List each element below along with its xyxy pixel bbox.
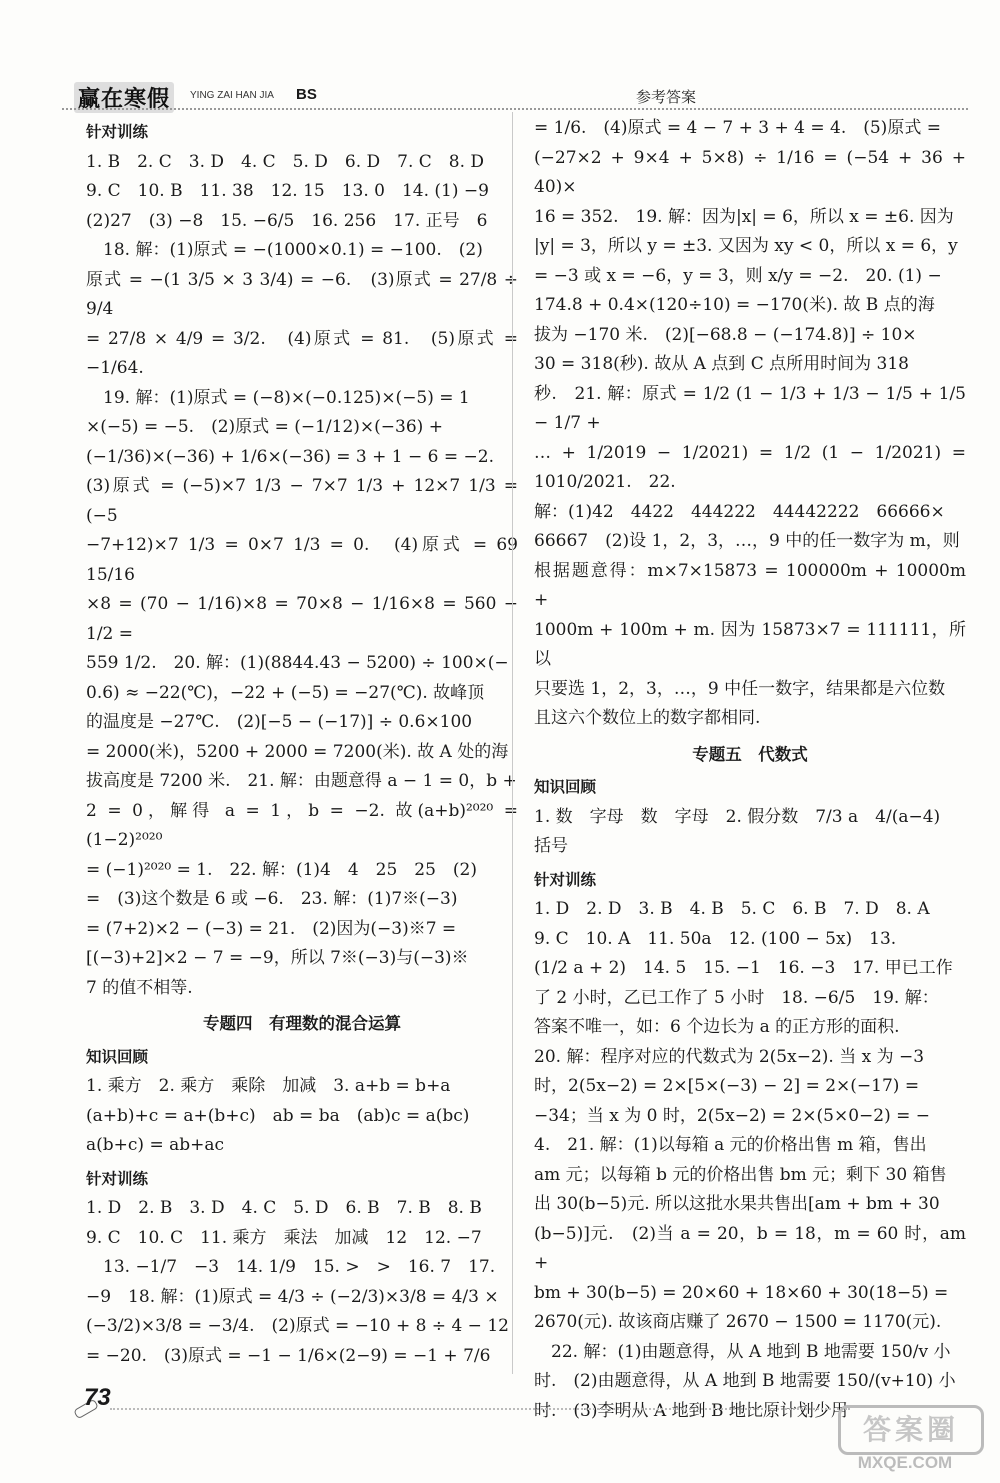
section-heading: 针对训练 (534, 870, 597, 889)
answer-line: 1. 数 字母 数 字母 2. 假分数 7/3 a 4/(a−4) (534, 806, 941, 827)
answer-line: ×(−5) = −5. (2)原式 = (−1/12)×(−36) + (86, 417, 443, 437)
left-column (86, 114, 518, 1371)
answer-line: |y| = 3，所以 y = ±3. 又因为 xy < 0，所以 x = 6，y (534, 236, 958, 256)
answer-line: = 1/6. (4)原式 = 4 − 7 + 3 + 4 = 4. (5)原式 = (534, 118, 941, 138)
answer-line: 只要选 1，2，3，…，9 中任一数字，结果都是六位数 (534, 678, 946, 699)
answer-line: 拔高度是 7200 米. 21. 解：由题意得 a − 1 = 0，b + (86, 771, 517, 791)
answer-line: [(−3)+2]×2 − 7 = −9，所以 7※(−3)与(−3)※ (86, 948, 469, 968)
answer-line: 1. D 2. B 3. D 4. C 5. D 6. B 7. B 8. B (86, 1198, 482, 1218)
header-divider (62, 108, 968, 110)
answer-line: 了 2 小时，乙已工作了 5 小时 18. −6/5 19. 解： (534, 987, 939, 1008)
section-heading: 知识回顾 (534, 778, 597, 796)
footer-divider (110, 1408, 850, 1410)
answer-line: 66667 (2)设 1，2，3，…，9 中的任一数字为 m，则 (534, 531, 960, 551)
edition-label: BS (296, 86, 317, 103)
answer-line: (1/2 a + 2) 14. 5 15. −1 16. −3 17. 甲已工作 (534, 958, 953, 978)
answer-line: 时. (2)由题意得，从 A 地到 B 地需要 150/(v+10) 小 (534, 1371, 956, 1391)
watermark (820, 1405, 990, 1477)
answer-line: a(b+c) = ab+ac (86, 1135, 225, 1155)
section-heading: 知识回顾 (86, 1047, 149, 1066)
answer-line: = (3)这个数是 6 或 −6. 23. 解：(1)7※(−3) (86, 889, 458, 909)
topic-title: 专题五 代数式 (692, 744, 808, 764)
answer-line: (2)27 (3) −8 15. −6/5 16. 256 17. 正号 6 (86, 210, 488, 231)
answer-line: 出 30(b−5)元. 所以这批水果共售出[am + bm + 30 (534, 1194, 940, 1214)
answer-line: 2 = 0，解得 a = 1，b = −2. 故(a+b)²⁰²⁰ = (1−2)²⁰²⁰ (86, 800, 518, 850)
answer-line: 拔为 −170 米. (2)[−68.8 − (−174.8)] ÷ 10× (534, 324, 917, 345)
answer-line: 22. 解：(1)由题意得，从 A 地到 B 地需要 150/v 小 (534, 1341, 951, 1362)
answer-line: … + 1/2019 − 1/2021) = 1/2 (1 − 1/2021) = 1010/2021. 22. (534, 442, 966, 492)
answer-line: am 元；以每箱 b 元的价格出售 bm 元；剩下 30 箱售 (534, 1164, 947, 1185)
answer-line: −7+12)×7 1/3 = 0×7 1/3 = 0. (4)原式 = 69 15/16 (86, 535, 518, 585)
answer-line: 1. B 2. C 3. D 4. C 5. D 6. D 7. C 8. D (86, 151, 485, 172)
answer-line: 且这六个数位上的数字都相同. (534, 708, 761, 728)
answer-line: 19. 解：(1)原式 = (−8)×(−0.125)×(−5) = 1 (86, 387, 470, 408)
answer-line: 的温度是 −27℃. (2)[−5 − (−17)] ÷ 0.6×100 (86, 712, 473, 732)
answer-line: (a+b)+c = a+(b+c) ab = ba (ab)c = a(bc) (86, 1105, 470, 1126)
answer-line: = 2000(米)，5200 + 2000 = 7200(米). 故 A 处的海 (86, 741, 509, 762)
answer-line: (−27×2 + 9×4 + 5×8) ÷ 1/16 = (−54 + 36 + 40)× (534, 147, 966, 197)
answer-line: (b−5)]元. (2)当 a = 20，b = 18，m = 60 时，am + (534, 1223, 966, 1273)
answer-line: 括号 (534, 836, 568, 856)
answer-line: = −3 或 x = −6，y = 3，则 x/y = −2. 20. (1) − (534, 265, 942, 286)
answer-line: 559 1/2. 20. 解：(1)(8844.43 − 5200) ÷ 100×(− (86, 653, 509, 673)
answer-line: 秒. 21. 解：原式 = 1/2 (1 − 1/3 + 1/3 − 1/5 + 1/5 − 1/7 + (534, 383, 966, 433)
answer-line: 9. C 10. B 11. 38 12. 15 13. 0 14. (1) −9 (86, 181, 489, 201)
column-divider (512, 112, 513, 1374)
watermark-url: MXQE.COM (857, 1453, 953, 1472)
answer-line: 解：(1)42 4422 444222 44442222 66666× (534, 501, 945, 522)
answer-line: ×8 = (70 − 1/16)×8 = 70×8 − 1/16×8 = 560 − 1/2 = (86, 594, 518, 644)
book-logo-pinyin: YING ZAI HAN JIA (190, 90, 274, 101)
answer-line: −9 18. 解：(1)原式 = 4/3 ÷ (−2/3)×3/8 = 4/3 × (86, 1286, 499, 1307)
page-number: 73 (84, 1384, 111, 1411)
answer-line: = 27/8 × 4/9 = 3/2. (4)原式 = 81. (5)原式 = −1/64. (86, 328, 518, 378)
section-heading: 针对训练 (86, 1169, 149, 1188)
right-column (534, 114, 966, 1426)
page-header (0, 0, 1000, 120)
answer-line: bm + 30(b−5) = 20×60 + 18×60 + 30(18−5) = (534, 1282, 949, 1303)
answer-line: 16 = 352. 19. 解：因为|x| = 6，所以 x = ±6. 因为 (534, 206, 954, 227)
answer-line: 1000m + 100m + m. 因为 15873×7 = 111111，所以 (534, 619, 966, 669)
answer-line: 9. C 10. A 11. 50a 12. (100 − 5x) 13. (534, 928, 897, 949)
answer-line: 2670(元). 故该商店赚了 2670 − 1500 = 1170(元). (534, 1312, 942, 1332)
answer-line: 时，2(5x−2) = 2×[5×(−3) − 2] = 2×(−17) = (534, 1076, 920, 1096)
answer-line: 时. (3)李明从 A 地到 B 地比原计划少用 (534, 1400, 848, 1421)
topic-title: 专题四 有理数的混合运算 (203, 1014, 401, 1033)
section-title: 参考答案 (636, 88, 697, 106)
answer-line: 1. 乘方 2. 乘方 乘除 加减 3. a+b = b+a (86, 1076, 451, 1096)
answer-line: 20. 解：程序对应的代数式为 2(5x−2). 当 x 为 −3 (534, 1046, 925, 1067)
answer-line: 174.8 + 0.4×(120÷10) = −170(米). 故 B 点的海 (534, 295, 935, 315)
answer-line: 13. −1/7 −3 14. 1/9 15. > > 16. 7 17. (86, 1257, 496, 1277)
answer-line: 18. 解：(1)原式 = −(1000×0.1) = −100. (2) (86, 240, 483, 260)
answer-line: (−3/2)×3/8 = −3/4. (2)原式 = −10 + 8 ÷ 4 − 12 (86, 1316, 509, 1336)
book-logo: 赢在寒假 (74, 82, 174, 113)
answer-line: 1. D 2. D 3. B 4. B 5. C 6. B 7. D 8. A (534, 899, 930, 919)
answer-line: 答案不唯一，如：6 个边长为 a 的正方形的面积. (534, 1017, 900, 1037)
watermark-logo: 答案圈 (838, 1405, 984, 1455)
answer-line: −34；当 x 为 0 时，2(5x−2) = 2×(5×0−2) = − (534, 1105, 931, 1126)
answer-line: (−1/36)×(−36) + 1/6×(−36) = 3 + 1 − 6 = −2. (86, 446, 494, 467)
answer-line: 0.6) ≈ −22(℃)，−22 + (−5) = −27(℃). 故峰顶 (86, 682, 485, 703)
section-heading: 针对训练 (86, 123, 149, 141)
answer-line: 9. C 10. C 11. 乘方 乘法 加减 12 12. −7 (86, 1227, 482, 1248)
answer-line: 原式 = −(1 3/5 × 3 3/4) = −6. (3)原式 = 27/8 ÷ 9/4 (86, 269, 518, 319)
answer-line: 根据题意得：m×7×15873 = 100000m + 10000m + (534, 560, 966, 610)
answer-line: = −20. (3)原式 = −1 − 1/6×(2−9) = −1 + 7/6 (86, 1345, 491, 1366)
answer-line: 4. 21. 解：(1)以每箱 a 元的价格出售 m 箱，售出 (534, 1135, 927, 1155)
answer-line: 30 = 318(秒). 故从 A 点到 C 点所用时间为 318 (534, 354, 909, 374)
answer-line: = (−1)²⁰²⁰ = 1. 22. 解：(1)4 4 25 25 (2) (86, 859, 477, 880)
answer-line: 7 的值不相等. (86, 977, 193, 998)
answer-line: (3)原式 = (−5)×7 1/3 − 7×7 1/3 + 12×7 1/3 = (−5 (86, 476, 518, 526)
answer-line: = (7+2)×2 − (−3) = 21. (2)因为(−3)※7 = (86, 918, 457, 939)
